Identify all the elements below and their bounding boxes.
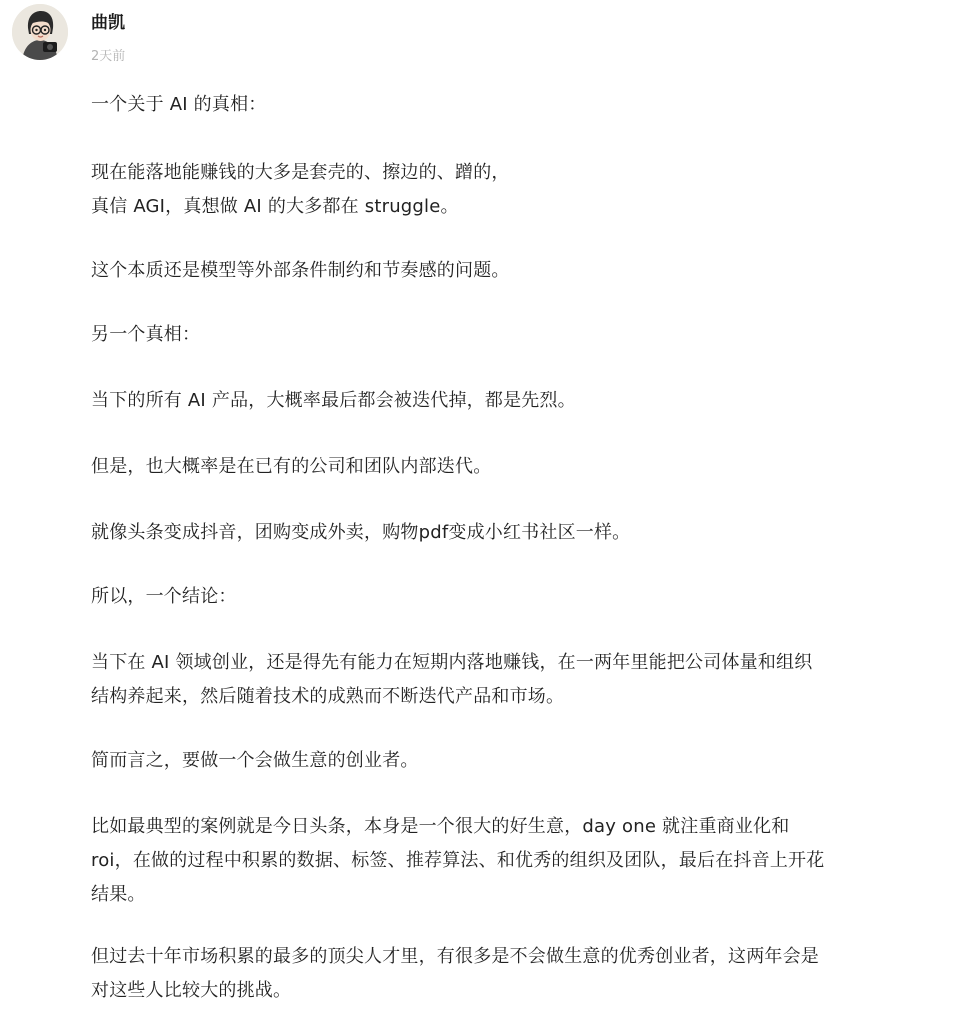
paragraph bbox=[91, 450, 491, 484]
text-line: 但过去十年市场积累的最多的顶尖人才里，有很多是不会做生意的优秀创业者，这两年会是 bbox=[91, 946, 819, 967]
text-line: roi，在做的过程中积累的数据、标签、推荐算法、和优秀的组织及团队，最后在抖音上开花 bbox=[91, 850, 825, 871]
text-line: 真信 AGI，真想做 AI 的大多都在 struggle。 bbox=[91, 196, 459, 217]
paragraph bbox=[91, 810, 824, 912]
paragraph bbox=[91, 646, 812, 714]
paragraph bbox=[91, 580, 237, 614]
avatar-portrait-icon bbox=[12, 4, 68, 60]
paragraph bbox=[91, 940, 819, 1008]
text-line: 当下在 AI 领域创业，还是得先有能力在短期内落地赚钱，在一两年里能把公司体量和组织 bbox=[91, 652, 813, 673]
paragraph bbox=[91, 516, 630, 550]
text-line: 结果。 bbox=[91, 884, 146, 905]
paragraph bbox=[91, 254, 510, 288]
post-timestamp: 2天前 bbox=[91, 49, 126, 64]
text-line: 结构养起来，然后随着技术的成熟而不断迭代产品和市场。 bbox=[91, 686, 565, 707]
avatar[interactable] bbox=[12, 4, 68, 60]
text-line: 现在能落地能赚钱的大多是套壳的、擦边的、蹭的， bbox=[91, 162, 510, 183]
text-line: 但是，也大概率是在已有的公司和团队内部迭代。 bbox=[91, 456, 492, 477]
text-line: 另一个真相： bbox=[91, 324, 201, 345]
text-line: 对这些人比较大的挑战。 bbox=[91, 980, 292, 1001]
paragraph bbox=[91, 318, 200, 352]
paragraph bbox=[91, 384, 576, 418]
text-line: 所以，一个结论： bbox=[91, 586, 237, 607]
paragraph bbox=[91, 88, 266, 122]
text-line: 这个本质还是模型等外部条件制约和节奏感的问题。 bbox=[91, 260, 510, 281]
paragraph bbox=[91, 156, 510, 224]
text-line: 简而言之，要做一个会做生意的创业者。 bbox=[91, 750, 419, 771]
text-line: 当下的所有 AI 产品，大概率最后都会被迭代掉，都是先烈。 bbox=[91, 390, 576, 411]
text-line: 一个关于 AI 的真相： bbox=[91, 94, 267, 115]
author-name[interactable]: 曲凯 bbox=[91, 13, 125, 33]
text-line: 就像头条变成抖音，团购变成外卖，购物pdf变成小红书社区一样。 bbox=[91, 522, 631, 543]
paragraph bbox=[91, 744, 419, 778]
text-line: 比如最典型的案例就是今日头条，本身是一个很大的好生意，day one 就注重商业化和 bbox=[91, 816, 790, 837]
